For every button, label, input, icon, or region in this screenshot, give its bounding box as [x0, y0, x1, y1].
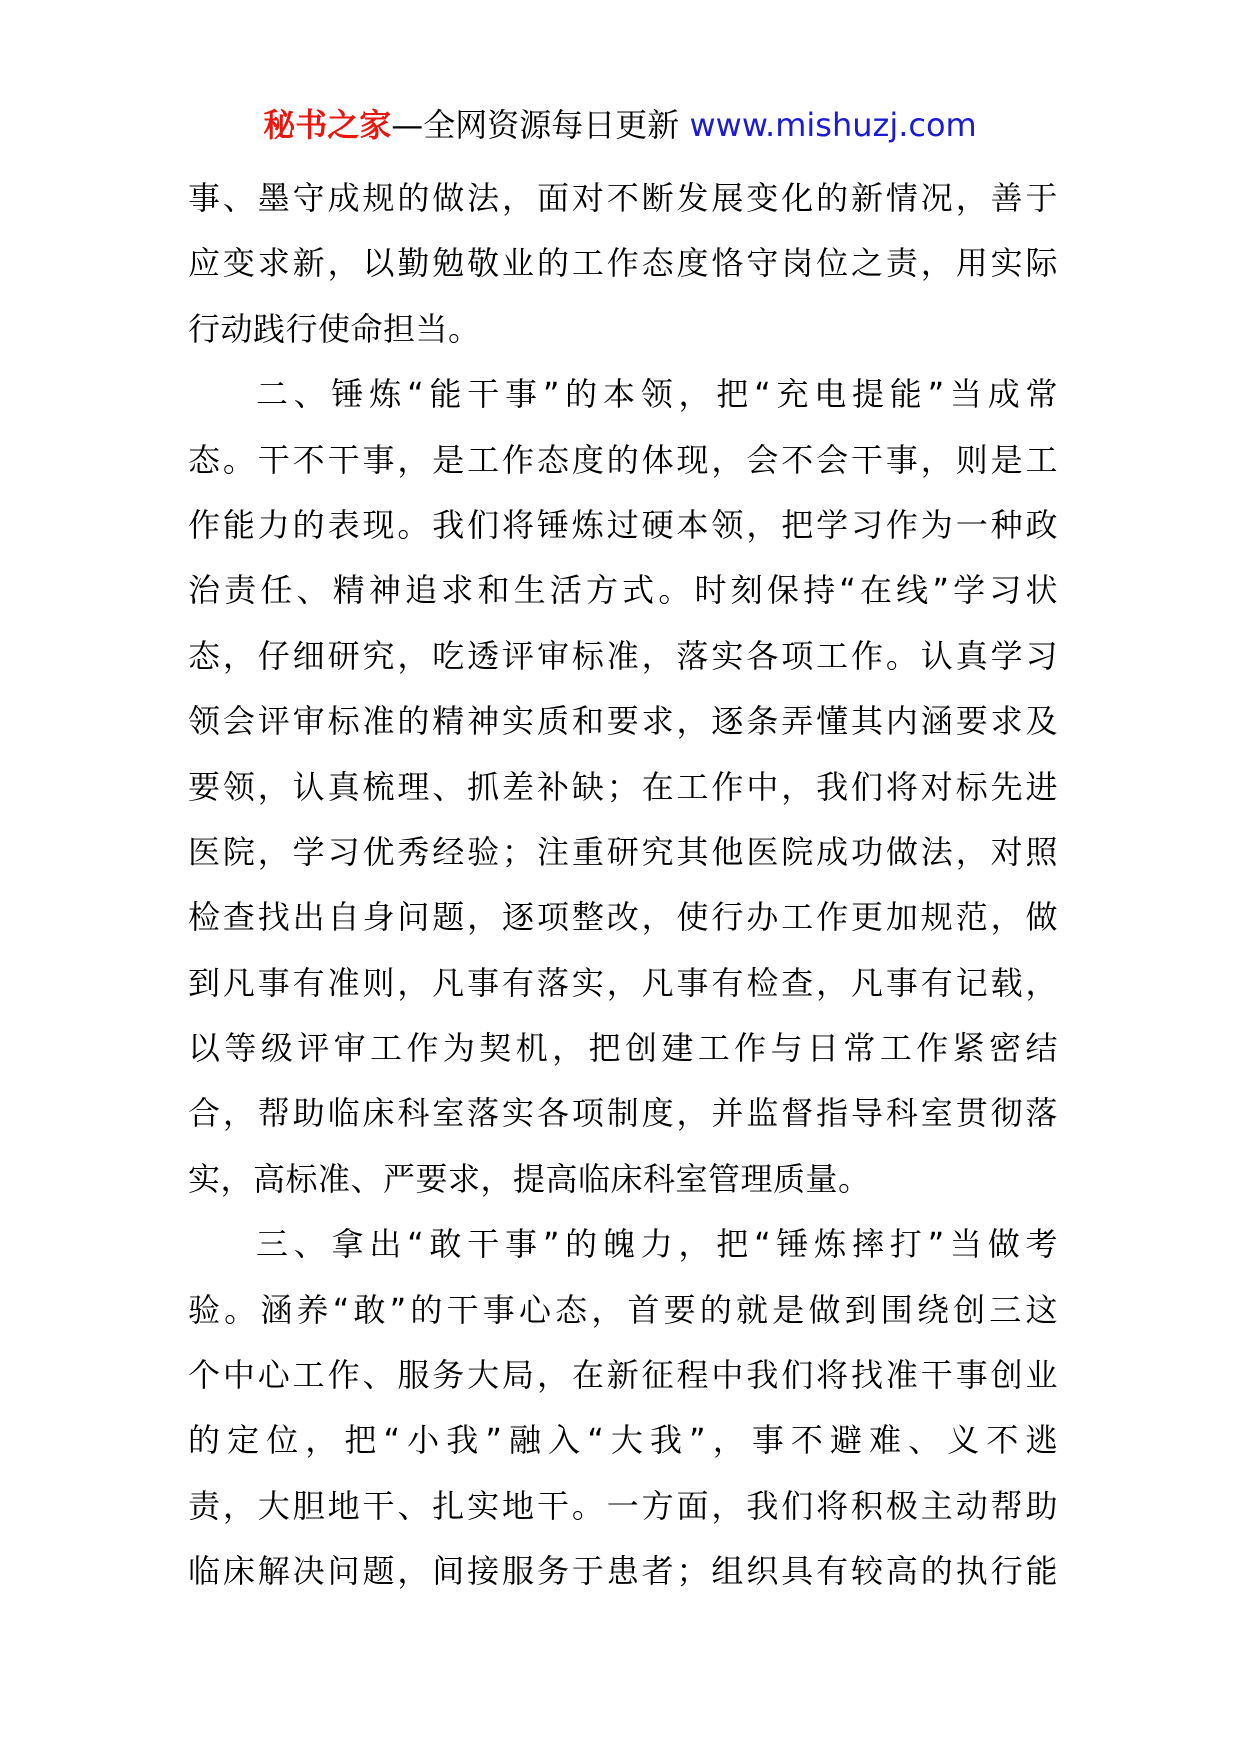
text-line: 的定位，把“小我”融入“大我”，事不避难、义不逃: [188, 1421, 1058, 1460]
text-line: 态，仔细研究，吃透评审标准，落实各项工作。认真学习: [188, 636, 1058, 675]
header-tagline: —全网资源每日更新: [391, 106, 680, 144]
brand-name: 秘书之家: [263, 106, 392, 144]
website-link[interactable]: www.mishuzj.com: [689, 106, 977, 144]
text-line: 要领，认真梳理、抓差补缺；在工作中，我们将对标先进: [188, 767, 1058, 806]
text-line: 责，大胆地干、扎实地干。一方面，我们将积极主动帮助: [188, 1486, 1058, 1525]
document-body: [188, 166, 1058, 1605]
text-line: 行动践行使命担当。: [188, 309, 481, 348]
section-heading-3: 三、拿出“敢干事”的魄力，把“锤炼摔打”当做考: [256, 1225, 1058, 1264]
text-line: 事、墨守成规的做法，面对不断发展变化的新情况，善于: [188, 179, 1058, 217]
text-line: 个中心工作、服务大局，在新征程中我们将找准干事创业: [188, 1356, 1058, 1395]
text-line: 合，帮助临床科室落实各项制度，并监督指导科室贯彻落: [188, 1094, 1058, 1133]
text-line: 领会评审标准的精神实质和要求，逐条弄懂其内涵要求及: [188, 702, 1058, 741]
text-line: 应变求新，以勤勉敬业的工作态度恪守岗位之责，用实际: [188, 244, 1058, 283]
text-line: 到凡事有准则，凡事有落实，凡事有检查，凡事有记载，: [188, 963, 1058, 1002]
text-line: 治责任、精神追求和生活方式。时刻保持“在线”学习状: [188, 571, 1058, 610]
text-line: 作能力的表现。我们将锤炼过硬本领，把学习作为一种政: [188, 505, 1058, 544]
text-line: 实，高标准、严要求，提高临床科室管理质量。: [188, 1159, 871, 1198]
text-line: 医院，学习优秀经验；注重研究其他医院成功做法，对照: [188, 832, 1058, 871]
text-line: 验。涵养“敢”的干事心态，首要的就是做到围绕创三这: [188, 1290, 1058, 1329]
text-line: 临床解决问题，间接服务于患者；组织具有较高的执行能: [188, 1552, 1058, 1591]
text-line: 以等级评审工作为契机，把创建工作与日常工作紧密结: [188, 1029, 1058, 1068]
section-heading-2: 二、锤炼“能干事”的本领，把“充电提能”当成常: [256, 375, 1058, 414]
text-line: 态。干不干事，是工作态度的体现，会不会干事，则是工: [188, 440, 1058, 479]
text-line: 检查找出自身问题，逐项整改，使行办工作更加规范，做: [188, 898, 1058, 937]
watermark-header: [0, 100, 1240, 150]
